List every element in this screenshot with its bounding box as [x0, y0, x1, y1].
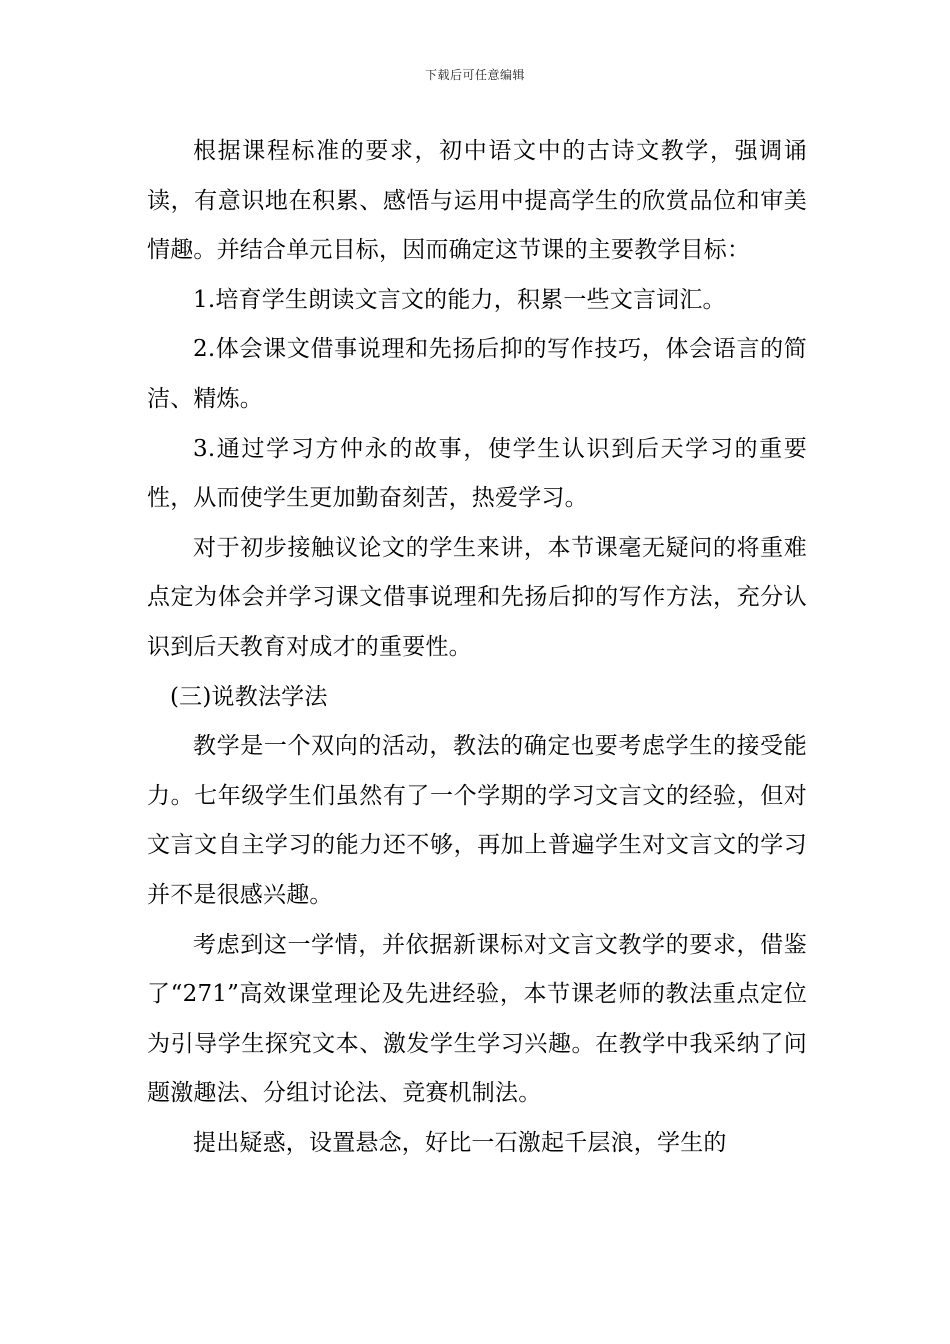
paragraph-teaching-goals-intro: 根据课程标准的要求，初中语文中的古诗文教学，强调诵读，有意识地在积累、感悟与运用中提高学生的欣赏品位和审美情趣。并结合单元目标，因而确定这节课的主要教学目标： [147, 138, 807, 264]
paragraph-teaching-methods: 考虑到这一学情，并依据新课标对文言文教学的要求，借鉴了“271”高效课堂理论及先进经验，本节课老师的教法重点定位为引导学生探究文本、激发学生学习兴趣。在教学中我采纳了问题激趣法、分组讨论法、竞赛机制法。 [147, 931, 807, 1107]
section-heading-methods: (三)说教法学法 [170, 683, 328, 710]
page-header-note: 下载后可任意编辑 [424, 68, 525, 82]
paragraph-key-difficulties: 对于初步接触议论文的学生来讲，本节课毫无疑问的将重难点定为体会并学习课文借事说理和先扬后抑的写作方法，充分认识到后天教育对成才的重要性。 [147, 534, 807, 660]
goal-item-3: 3.通过学习方仲永的故事，使学生认识到后天学习的重要性，从而使学生更加勤奋刻苦，热爱学习。 [147, 435, 807, 512]
paragraph-student-analysis: 教学是一个双向的活动，教法的确定也要考虑学生的接受能力。七年级学生们虽然有了一个学期的学习文言文的经验，但对文言文自主学习的能力还不够，再加上普遍学生对文言文的学习并不是很感兴趣。 [147, 733, 807, 908]
goal-item-1: 1.培育学生朗读文言文的能力，积累一些文言词汇。 [193, 286, 726, 313]
document-body [147, 127, 807, 1168]
paragraph-questioning: 提出疑惑，设置悬念，好比一石激起千层浪，学生的 [193, 1129, 727, 1156]
goal-item-2: 2.体会课文借事说理和先扬后抑的写作技巧，体会语言的简洁、精炼。 [147, 336, 807, 412]
